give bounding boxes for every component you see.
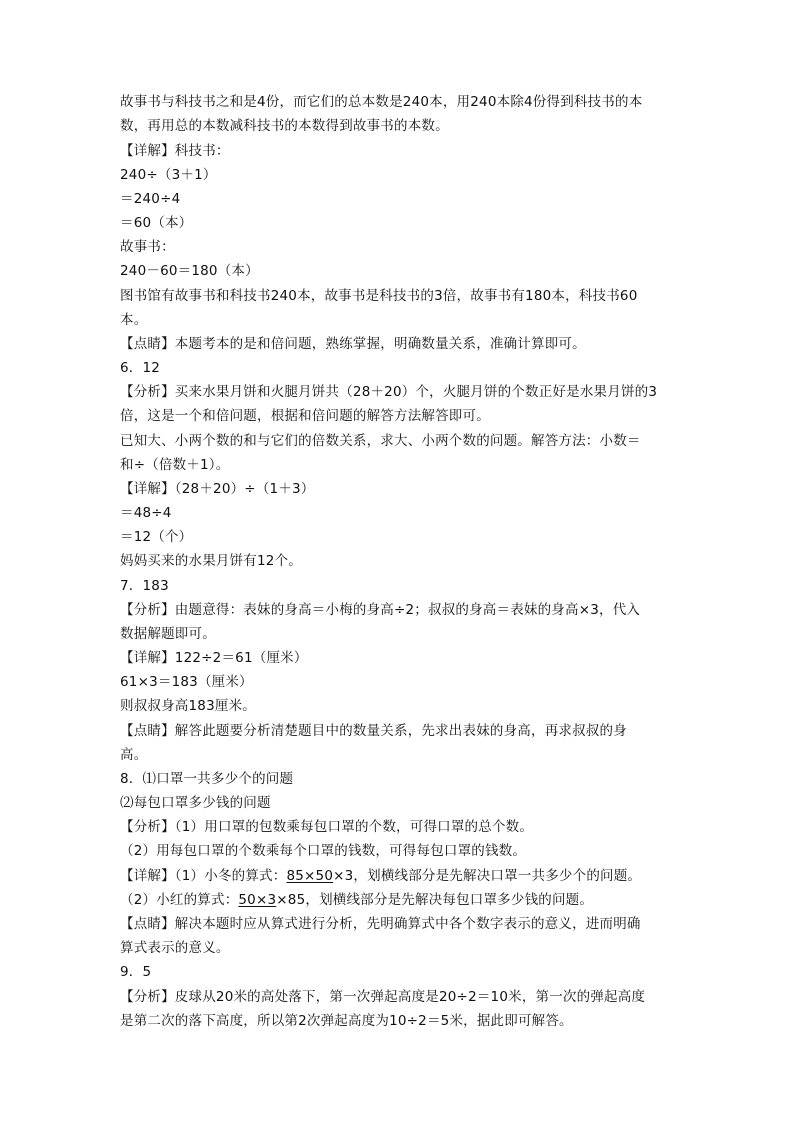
text-line: ＝12（个） bbox=[120, 529, 193, 545]
text-line: ＝48÷4 bbox=[120, 505, 172, 521]
text-line: 倍，这是一个和倍问题，根据和倍问题的解答方法解答即可。 bbox=[120, 408, 490, 424]
text-line: 算式表示的意义。 bbox=[120, 940, 230, 956]
text-segment: 【详解】（1）小冬的算式： bbox=[120, 868, 287, 884]
text-line: 数据解题即可。 bbox=[120, 626, 216, 642]
text-line: 图书馆有故事书和科技书240本，故事书是科技书的3倍，故事书有180本，科技书60 bbox=[120, 288, 638, 304]
text-line: 【点睛】本题考本的是和倍问题，熟练掌握，明确数量关系，准确计算即可。 bbox=[120, 336, 586, 352]
text-line: ＝240÷4 bbox=[120, 191, 181, 207]
question-number: 7．183 bbox=[120, 578, 169, 594]
text-line: 61×3＝183（厘米） bbox=[120, 674, 253, 690]
question-number: 8．⑴口罩一共多少个的问题 bbox=[120, 771, 294, 787]
text-line: 数，再用总的本数减科技书的本数得到故事书的本数。 bbox=[120, 118, 449, 134]
text-line-with-underline bbox=[120, 890, 593, 910]
underlined-expression: 50×3 bbox=[238, 892, 277, 908]
text-line: ＝60（本） bbox=[120, 215, 193, 231]
text-line: 【分析】（1）用口罩的包数乘每包口罩的个数，可得口罩的总个数。 bbox=[120, 819, 534, 835]
question-number: 9．5 bbox=[120, 964, 152, 980]
text-line: 则叔叔身高183厘米。 bbox=[120, 698, 256, 714]
text-line: 是第二次的落下高度，所以第2次弹起高度为10÷2＝5米，据此即可解答。 bbox=[120, 1013, 573, 1029]
text-line: 【详解】（28＋20）÷（1＋3） bbox=[120, 481, 315, 497]
text-line: 妈妈买来的水果月饼有12个。 bbox=[120, 553, 302, 569]
text-line: 和÷（倍数＋1）。 bbox=[120, 457, 230, 473]
text-segment: （2）小红的算式： bbox=[120, 892, 239, 908]
text-segment: ×85，划横线部分是先解决每包口罩多少钱的问题。 bbox=[276, 892, 594, 908]
text-line: 故事书与科技书之和是4份，而它们的总本数是240本，用240本除4份得到科技书的本 bbox=[120, 94, 643, 110]
text-line: 【分析】由题意得：表妹的身高＝小梅的身高÷2；叔叔的身高＝表妹的身高×3，代入 bbox=[120, 602, 641, 618]
text-line: 【点睛】解答此题要分析清楚题目中的数量关系，先求出表妹的身高，再求叔叔的身 bbox=[120, 723, 627, 739]
text-line: 【详解】122÷2＝61（厘米） bbox=[120, 650, 308, 666]
text-line: 240÷（3＋1） bbox=[120, 167, 217, 183]
text-line: 故事书： bbox=[120, 239, 175, 255]
text-line: 【点睛】解决本题时应从算式进行分析，先明确算式中各个数字表示的意义，进而明确 bbox=[120, 916, 641, 932]
text-line: 【详解】科技书： bbox=[120, 143, 230, 159]
text-line: （2）用每包口罩的个数乘每个口罩的钱数，可得每包口罩的钱数。 bbox=[120, 843, 527, 859]
question-number: 6．12 bbox=[120, 360, 161, 376]
text-line: 240－60＝180（本） bbox=[120, 263, 259, 279]
text-line-with-underline bbox=[120, 866, 641, 886]
text-line: 【分析】买来水果月饼和火腿月饼共（28＋20）个，火腿月饼的个数正好是水果月饼的3 bbox=[120, 384, 658, 400]
text-segment: ×3，划横线部分是先解决口罩一共多少个的问题。 bbox=[333, 868, 642, 884]
text-line: ⑵每包口罩多少钱的问题 bbox=[120, 795, 271, 811]
underlined-expression: 85×50 bbox=[286, 868, 334, 884]
text-line: 已知大、小两个数的和与它们的倍数关系，求大、小两个数的问题。解答方法：小数＝ bbox=[120, 433, 641, 449]
text-line: 高。 bbox=[120, 747, 148, 763]
text-line: 【分析】皮球从20米的高处落下，第一次弹起高度是20÷2＝10米，第一次的弹起高度 bbox=[120, 989, 646, 1005]
text-line: 本。 bbox=[120, 312, 148, 328]
